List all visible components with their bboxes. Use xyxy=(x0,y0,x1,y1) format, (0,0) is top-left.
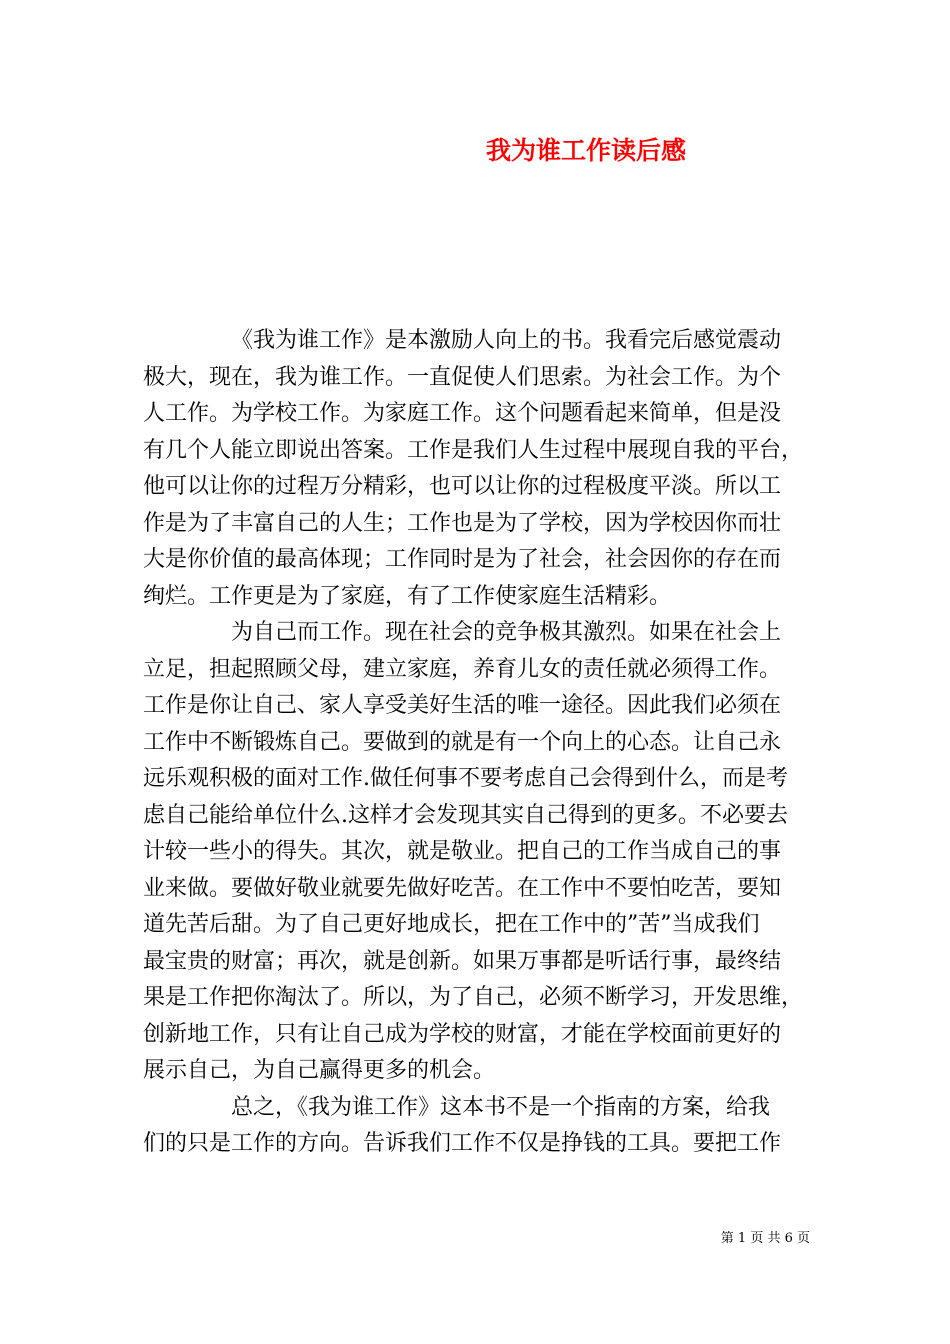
text-line: 立足，担起照顾父母，建立家庭，养育儿女的责任就必须得工作。 xyxy=(143,656,782,682)
text-line: 工作中不断锻炼自己。要做到的就是有一个向上的心态。让自己永 xyxy=(143,729,782,755)
page-title: 我为谁工作读后感 xyxy=(486,136,687,165)
text-line: 为自己而工作。现在社会的竞争极其激烈。如果在社会上 xyxy=(231,620,782,645)
text-line: 远乐观积极的面对工作.做任何事不要考虑自己会得到什么，而是考 xyxy=(143,766,788,791)
body-text xyxy=(143,323,813,1163)
text-line: 绚烂。工作更是为了家庭，有了工作使家庭生活精彩。 xyxy=(143,583,672,609)
text-line: 人工作。为学校工作。为家庭工作。这个问题看起来简单，但是没 xyxy=(143,401,782,426)
text-line: 总之，《我为谁工作》这本书不是一个指南的方案，给我 xyxy=(231,1094,771,1120)
text-line: 果是工作把你淘汰了。所以，为了自己，必须不断学习，开发思维， xyxy=(143,985,804,1010)
text-line: 大是你价值的最高体现；工作同时是为了社会，社会因你的存在而 xyxy=(143,547,782,572)
page-number-footer: 第 1 页 共 6 页 xyxy=(720,1231,810,1246)
text-line: 有几个人能立即说出答案。工作是我们人生过程中展现自我的平台， xyxy=(143,437,804,463)
text-line: 业来做。要做好敬业就要先做好吃苦。在工作中不要怕吃苦，要知 xyxy=(143,875,782,901)
text-line: 《我为谁工作》是本激励人向上的书。我看完后感觉震动 xyxy=(231,328,782,353)
text-line: 最宝贵的财富；再次，就是创新。如果万事都是听话行事，最终结 xyxy=(143,948,782,974)
text-line: 他可以让你的过程万分精彩，也可以让你的过程极度平淡。所以工 xyxy=(143,474,782,499)
text-line: 展示自己，为自己赢得更多的机会。 xyxy=(143,1058,496,1083)
text-line: 虑自己能给单位什么.这样才会发现其实自己得到的更多。不必要去 xyxy=(143,802,788,828)
text-line: 极大，现在，我为谁工作。一直促使人们思索。为社会工作。为个 xyxy=(143,364,782,390)
text-line: 工作是你让自己、家人享受美好生活的唯一途径。因此我们必须在 xyxy=(143,693,782,718)
text-line: 创新地工作，只有让自己成为学校的财富，才能在学校面前更好的 xyxy=(143,1021,782,1047)
text-line: 计较一些小的得失。其次，就是敬业。把自己的工作当成自己的事 xyxy=(143,839,782,864)
text-line: 们的只是工作的方向。告诉我们工作不仅是挣钱的工具。要把工作 xyxy=(143,1131,782,1156)
text-line: 道先苦后甜。为了自己更好地成长，把在工作中的”苦”当成我们 xyxy=(143,912,760,937)
text-line: 作是为了丰富自己的人生；工作也是为了学校，因为学校因你而壮 xyxy=(143,510,782,536)
